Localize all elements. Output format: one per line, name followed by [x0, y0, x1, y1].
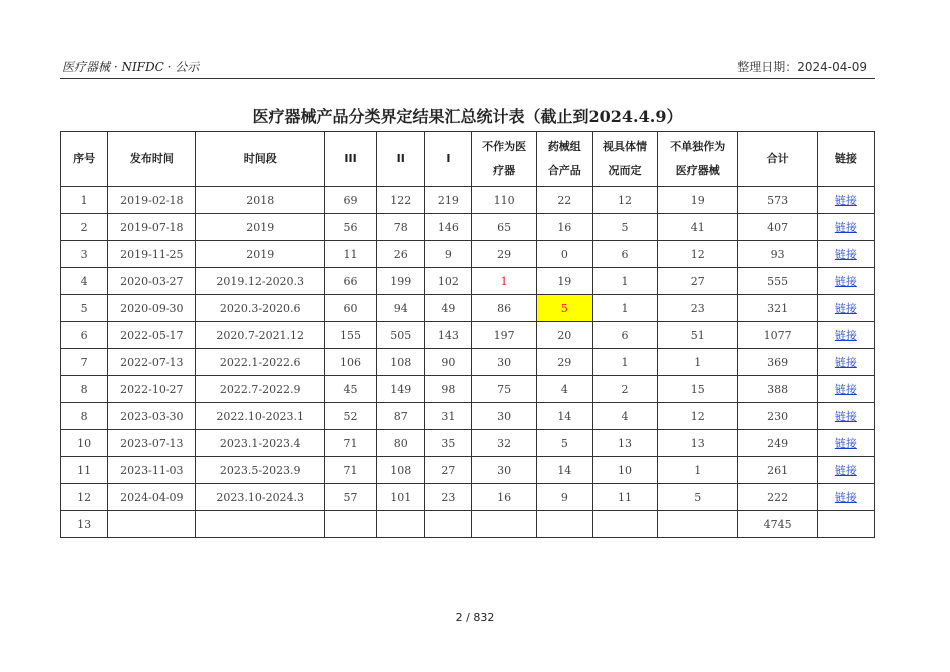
header-date: 整理日期：2024-04-09 [737, 60, 867, 74]
release-date-cell: 2022-10-27 [108, 376, 196, 403]
class-iii-count-cell: 71 [324, 457, 376, 484]
row-number-cell: 11 [61, 457, 108, 484]
table-row [61, 403, 875, 430]
row-number-cell: 4 [61, 268, 108, 295]
class-iii-count-cell: 71 [324, 430, 376, 457]
drug-device-combo-count-cell: 20 [536, 322, 592, 349]
class-iii-count-cell: 66 [324, 268, 376, 295]
class-i-count-cell: 35 [425, 430, 472, 457]
total-count-cell: 261 [738, 457, 817, 484]
class-i-count-cell: 98 [425, 376, 472, 403]
row-link[interactable]: 链接 [834, 464, 857, 477]
class-i-count-cell: 27 [425, 457, 472, 484]
header-divider [60, 78, 875, 79]
header-cell: 时间段 [196, 132, 324, 187]
table-row [61, 484, 875, 511]
release-date-cell [108, 511, 196, 538]
case-by-case-count-cell: 11 [592, 484, 657, 511]
row-link[interactable]: 链接 [834, 383, 857, 396]
drug-device-combo-count-cell: 9 [536, 484, 592, 511]
not-separate-device-count-cell: 1 [658, 457, 738, 484]
drug-device-combo-count-cell: 5 [536, 430, 592, 457]
link-cell [817, 322, 874, 349]
release-date-cell: 2023-03-30 [108, 403, 196, 430]
total-count-cell: 249 [738, 430, 817, 457]
row-link[interactable]: 链接 [834, 437, 857, 450]
case-by-case-count-cell: 1 [592, 295, 657, 322]
link-cell [817, 484, 874, 511]
drug-device-combo-count-cell: 14 [536, 457, 592, 484]
not-device-count-cell: 30 [472, 403, 536, 430]
total-count-cell: 369 [738, 349, 817, 376]
release-date-cell: 2023-07-13 [108, 430, 196, 457]
time-period-cell: 2018 [196, 187, 324, 214]
class-i-count-cell: 90 [425, 349, 472, 376]
row-link[interactable]: 链接 [834, 302, 857, 315]
row-number-cell: 5 [61, 295, 108, 322]
row-link[interactable]: 链接 [834, 410, 857, 423]
not-device-count-cell: 1 [472, 268, 536, 295]
table-row [61, 322, 875, 349]
case-by-case-count-cell: 10 [592, 457, 657, 484]
not-separate-device-count-cell: 12 [658, 241, 738, 268]
not-device-count-cell: 32 [472, 430, 536, 457]
row-number-cell: 13 [61, 511, 108, 538]
header-cell: 链接 [817, 132, 874, 187]
row-link[interactable]: 链接 [834, 248, 857, 261]
link-cell [817, 511, 874, 538]
page-number: 2 / 832 [455, 611, 495, 624]
not-separate-device-count-cell: 41 [658, 214, 738, 241]
table-row [61, 295, 875, 322]
class-iii-count-cell: 56 [324, 214, 376, 241]
not-device-count-cell: 197 [472, 322, 536, 349]
total-count-cell: 388 [738, 376, 817, 403]
link-cell [817, 457, 874, 484]
class-i-count-cell: 219 [425, 187, 472, 214]
not-separate-device-count-cell: 23 [658, 295, 738, 322]
time-period-cell: 2019.12-2020.3 [196, 268, 324, 295]
table-row [61, 241, 875, 268]
case-by-case-count-cell: 1 [592, 268, 657, 295]
class-ii-count-cell: 80 [377, 430, 425, 457]
case-by-case-count-cell: 13 [592, 430, 657, 457]
header-cell: 发布时间 [108, 132, 196, 187]
table-row [61, 457, 875, 484]
class-iii-count-cell: 57 [324, 484, 376, 511]
release-date-cell: 2020-09-30 [108, 295, 196, 322]
not-device-count-cell: 30 [472, 457, 536, 484]
link-cell [817, 268, 874, 295]
row-number-cell: 6 [61, 322, 108, 349]
row-link[interactable]: 链接 [834, 356, 857, 369]
class-i-count-cell: 146 [425, 214, 472, 241]
row-number-cell: 1 [61, 187, 108, 214]
not-device-count-cell: 110 [472, 187, 536, 214]
page-title: 医疗器械产品分类界定结果汇总统计表（截止到2024.4.9） [252, 107, 683, 126]
time-period-cell: 2019 [196, 241, 324, 268]
class-iii-count-cell [324, 511, 376, 538]
link-cell [817, 376, 874, 403]
time-period-cell: 2022.1-2022.6 [196, 349, 324, 376]
not-separate-device-count-cell: 27 [658, 268, 738, 295]
drug-device-combo-count-cell: 14 [536, 403, 592, 430]
not-separate-device-count-cell: 19 [658, 187, 738, 214]
not-device-count-cell: 16 [472, 484, 536, 511]
case-by-case-count-cell [592, 511, 657, 538]
time-period-cell: 2020.7-2021.12 [196, 322, 324, 349]
table-row [61, 349, 875, 376]
class-iii-count-cell: 45 [324, 376, 376, 403]
not-device-count-cell: 29 [472, 241, 536, 268]
class-iii-count-cell: 155 [324, 322, 376, 349]
time-period-cell: 2023.5-2023.9 [196, 457, 324, 484]
case-by-case-count-cell: 4 [592, 403, 657, 430]
table-row [61, 430, 875, 457]
row-number-cell: 10 [61, 430, 108, 457]
release-date-cell: 2019-07-18 [108, 214, 196, 241]
header-cell: 药械组合产品 [536, 132, 592, 187]
total-count-cell: 222 [738, 484, 817, 511]
row-number-cell: 8 [61, 376, 108, 403]
table-row [61, 376, 875, 403]
class-iii-count-cell: 11 [324, 241, 376, 268]
class-i-count-cell: 143 [425, 322, 472, 349]
table-row [61, 187, 875, 214]
case-by-case-count-cell: 12 [592, 187, 657, 214]
class-ii-count-cell: 26 [377, 241, 425, 268]
not-device-count-cell: 65 [472, 214, 536, 241]
case-by-case-count-cell: 1 [592, 349, 657, 376]
class-i-count-cell: 23 [425, 484, 472, 511]
table-row [61, 511, 875, 538]
summary-table [60, 131, 875, 538]
table-row [61, 214, 875, 241]
not-device-count-cell [472, 511, 536, 538]
total-count-cell: 230 [738, 403, 817, 430]
class-iii-count-cell: 52 [324, 403, 376, 430]
link-cell [817, 430, 874, 457]
time-period-cell: 2023.10-2024.3 [196, 484, 324, 511]
not-device-count-cell: 86 [472, 295, 536, 322]
link-cell [817, 295, 874, 322]
row-number-cell: 3 [61, 241, 108, 268]
class-ii-count-cell: 199 [377, 268, 425, 295]
class-iii-count-cell: 60 [324, 295, 376, 322]
drug-device-combo-count-cell: 19 [536, 268, 592, 295]
not-separate-device-count-cell [658, 511, 738, 538]
drug-device-combo-count-cell: 0 [536, 241, 592, 268]
class-i-count-cell: 31 [425, 403, 472, 430]
class-ii-count-cell: 108 [377, 457, 425, 484]
time-period-cell: 2019 [196, 214, 324, 241]
not-separate-device-count-cell: 1 [658, 349, 738, 376]
header-cell: 视具体情况而定 [592, 132, 657, 187]
release-date-cell: 2023-11-03 [108, 457, 196, 484]
class-i-count-cell: 9 [425, 241, 472, 268]
total-count-cell: 93 [738, 241, 817, 268]
table-header-row [61, 132, 875, 187]
release-date-cell: 2022-05-17 [108, 322, 196, 349]
time-period-cell: 2022.10-2023.1 [196, 403, 324, 430]
total-count-cell: 321 [738, 295, 817, 322]
header-cell: 不单独作为医疗器械 [658, 132, 738, 187]
drug-device-combo-count-cell: 29 [536, 349, 592, 376]
header-cell: I [425, 132, 472, 187]
row-link[interactable]: 链接 [834, 194, 857, 207]
link-cell [817, 187, 874, 214]
class-ii-count-cell: 78 [377, 214, 425, 241]
drug-device-combo-count-cell: 22 [536, 187, 592, 214]
row-link[interactable]: 链接 [834, 491, 857, 504]
class-ii-count-cell: 108 [377, 349, 425, 376]
header-cell: II [377, 132, 425, 187]
header-cell: 不作为医疗器 [472, 132, 536, 187]
class-ii-count-cell: 94 [377, 295, 425, 322]
case-by-case-count-cell: 6 [592, 241, 657, 268]
row-number-cell: 12 [61, 484, 108, 511]
time-period-cell: 2023.1-2023.4 [196, 430, 324, 457]
row-number-cell: 2 [61, 214, 108, 241]
release-date-cell: 2019-02-18 [108, 187, 196, 214]
total-count-cell: 1077 [738, 322, 817, 349]
drug-device-combo-count-cell: 4 [536, 376, 592, 403]
time-period-cell [196, 511, 324, 538]
class-ii-count-cell: 87 [377, 403, 425, 430]
not-device-count-cell: 30 [472, 349, 536, 376]
header-left-text: 医疗器械 · NIFDC · 公示 [62, 60, 200, 74]
class-iii-count-cell: 106 [324, 349, 376, 376]
total-count-cell: 555 [738, 268, 817, 295]
header-cell: III [324, 132, 376, 187]
drug-device-combo-count-cell: 5 [536, 295, 592, 322]
not-separate-device-count-cell: 13 [658, 430, 738, 457]
table-row [61, 268, 875, 295]
total-count-cell: 573 [738, 187, 817, 214]
row-number-cell: 7 [61, 349, 108, 376]
time-period-cell: 2020.3-2020.6 [196, 295, 324, 322]
header-cell: 合计 [738, 132, 817, 187]
link-cell [817, 214, 874, 241]
class-i-count-cell: 102 [425, 268, 472, 295]
class-ii-count-cell: 505 [377, 322, 425, 349]
drug-device-combo-count-cell [536, 511, 592, 538]
row-link[interactable]: 链接 [834, 275, 857, 288]
class-ii-count-cell: 122 [377, 187, 425, 214]
drug-device-combo-count-cell: 16 [536, 214, 592, 241]
link-cell [817, 349, 874, 376]
link-cell [817, 241, 874, 268]
not-device-count-cell: 75 [472, 376, 536, 403]
release-date-cell: 2020-03-27 [108, 268, 196, 295]
time-period-cell: 2022.7-2022.9 [196, 376, 324, 403]
row-number-cell: 8 [61, 403, 108, 430]
case-by-case-count-cell: 2 [592, 376, 657, 403]
row-link[interactable]: 链接 [834, 329, 857, 342]
class-i-count-cell: 49 [425, 295, 472, 322]
case-by-case-count-cell: 6 [592, 322, 657, 349]
release-date-cell: 2019-11-25 [108, 241, 196, 268]
class-iii-count-cell: 69 [324, 187, 376, 214]
not-separate-device-count-cell: 15 [658, 376, 738, 403]
class-ii-count-cell: 149 [377, 376, 425, 403]
release-date-cell: 2022-07-13 [108, 349, 196, 376]
not-separate-device-count-cell: 12 [658, 403, 738, 430]
class-ii-count-cell [377, 511, 425, 538]
not-separate-device-count-cell: 51 [658, 322, 738, 349]
release-date-cell: 2024-04-09 [108, 484, 196, 511]
not-separate-device-count-cell: 5 [658, 484, 738, 511]
class-i-count-cell [425, 511, 472, 538]
link-cell [817, 403, 874, 430]
total-count-cell: 4745 [738, 511, 817, 538]
row-link[interactable]: 链接 [834, 221, 857, 234]
class-ii-count-cell: 101 [377, 484, 425, 511]
header-cell: 序号 [61, 132, 108, 187]
total-count-cell: 407 [738, 214, 817, 241]
case-by-case-count-cell: 5 [592, 214, 657, 241]
